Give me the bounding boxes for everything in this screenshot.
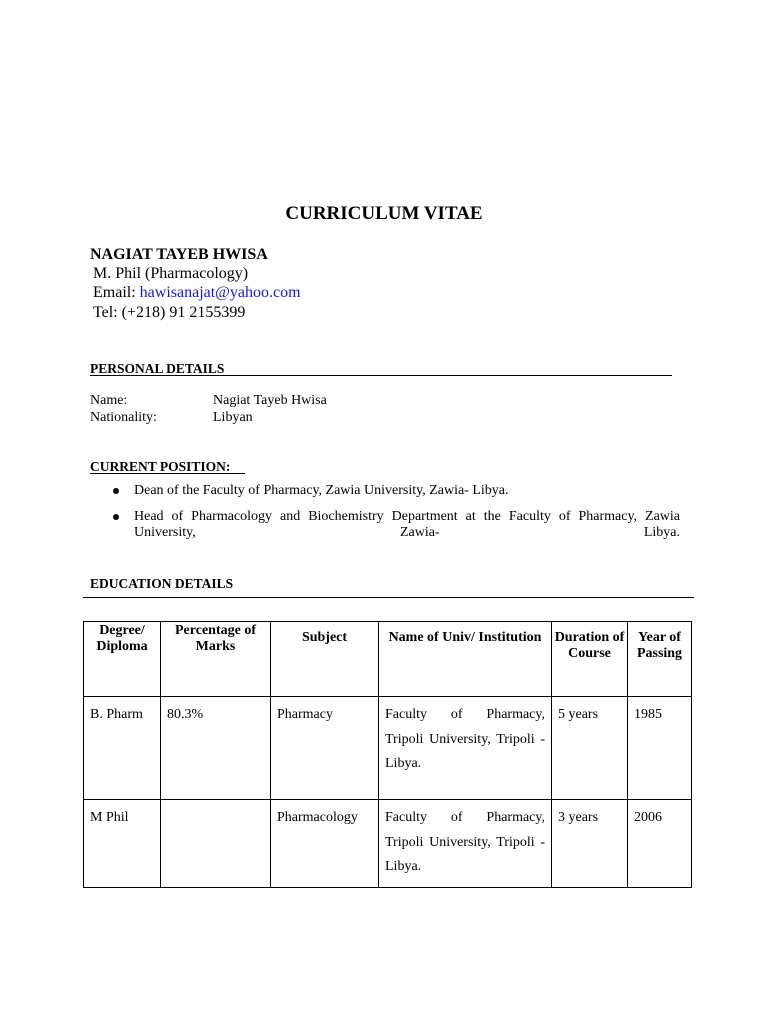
nationality-label: Nationality: (90, 410, 157, 425)
subject-cell: Pharmacology (271, 800, 379, 888)
education-details-heading: EDUCATION DETAILS (90, 576, 234, 591)
current-position-heading: CURRENT POSITION: (90, 459, 231, 474)
table-row (84, 800, 692, 888)
bullet-icon (113, 514, 119, 520)
percentage-cell (161, 800, 271, 888)
current-position-underline (90, 473, 245, 474)
degree-cell: B. Pharm (84, 697, 161, 800)
applicant-name: NAGIAT TAYEB HWISA (90, 246, 268, 263)
position-item-dean: Dean of the Faculty of Pharmacy, Zawia University, Zawia- Libya. (134, 483, 509, 498)
degree-cell: M Phil (84, 800, 161, 888)
document-title: CURRICULUM VITAE (285, 203, 483, 224)
institution-cell: Faculty of Pharmacy, Tripoli University, Tripoli - Libya. (379, 800, 552, 888)
column-header-year: Year of Passing (628, 622, 692, 697)
subject-cell: Pharmacy (271, 697, 379, 800)
name-value: Nagiat Tayeb Hwisa (213, 393, 327, 408)
column-header-institution: Name of Univ/ Institution (379, 622, 552, 697)
bullet-icon (113, 488, 119, 494)
institution-cell: Faculty of Pharmacy, Tripoli University, Tripoli - Libya. (379, 697, 552, 800)
column-header-subject: Subject (271, 622, 379, 697)
duration-cell: 5 years (552, 697, 628, 800)
nationality-value: Libyan (213, 410, 253, 425)
column-header-degree: Degree/ Diploma (84, 622, 161, 697)
education-details-rule (83, 597, 694, 598)
year-cell: 1985 (628, 697, 692, 800)
email-line (93, 284, 301, 302)
year-cell: 2006 (628, 800, 692, 888)
position-item-head (134, 509, 680, 541)
personal-details-heading: PERSONAL DETAILS (90, 361, 225, 376)
percentage-cell: 80.3% (161, 697, 271, 800)
personal-details-rule (90, 375, 672, 376)
column-header-percentage: Percentage of Marks (161, 622, 271, 697)
email-link[interactable]: hawisanajat@yahoo.com (139, 284, 301, 301)
column-header-duration: Duration of Course (552, 622, 628, 697)
name-label: Name: (90, 393, 128, 408)
duration-cell: 3 years (552, 800, 628, 888)
applicant-degree: M. Phil (Pharmacology) (93, 265, 249, 282)
position-item-head-text: Head of Pharmacology and Biochemistry Department at the Faculty of Pharmacy, Zawia University, Zawia- Libya. (134, 509, 680, 540)
table-row (84, 697, 692, 800)
table-header-row (84, 622, 692, 697)
telephone-line: Tel: (+218) 91 2155399 (93, 304, 246, 321)
email-label: Email: (93, 284, 136, 301)
education-table (83, 621, 692, 888)
